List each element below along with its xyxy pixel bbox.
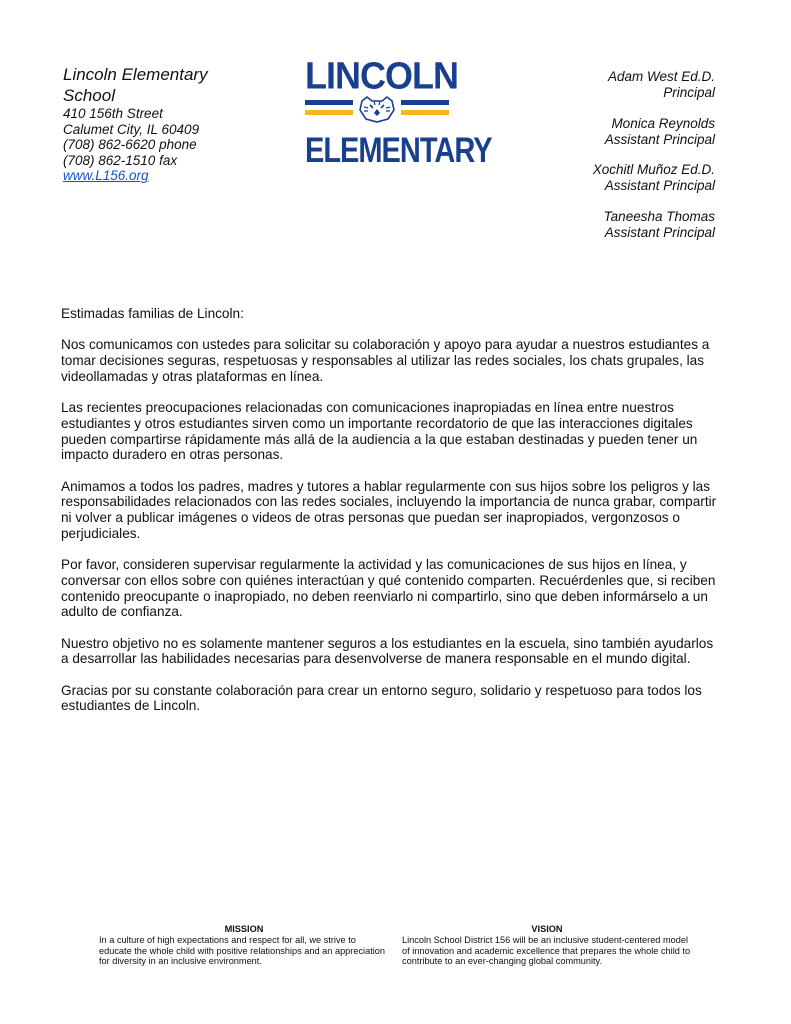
logo-stripe — [305, 100, 353, 105]
school-logo — [305, 53, 492, 171]
logo-stripe — [305, 110, 353, 115]
staff-entry — [593, 116, 715, 148]
staff-entry — [593, 162, 715, 194]
staff-title: Assistant Principal — [604, 224, 715, 240]
school-info — [63, 64, 263, 184]
logo-stripe — [401, 110, 449, 115]
fax-number: (708) 862-1510 fax — [63, 152, 178, 168]
mission-title: MISSION — [224, 924, 264, 934]
tiger-head-icon — [358, 95, 396, 123]
staff-name: Xochitl Muñoz Ed.D. — [592, 162, 715, 177]
letter-body — [61, 306, 721, 730]
staff-entry — [593, 69, 715, 101]
staff-list — [593, 69, 715, 255]
logo-top-word: LINCOLN — [305, 53, 458, 97]
logo-bottom-word: ELEMENTARY — [305, 131, 492, 171]
staff-title: Principal — [663, 85, 715, 100]
website-link[interactable]: www.L156.org — [63, 168, 149, 184]
staff-name: Taneesha Thomas — [603, 208, 715, 224]
vision-statement — [402, 924, 692, 967]
staff-name: Adam West Ed.D. — [607, 69, 715, 84]
vision-text: Lincoln School District 156 will be an inclusive student-centered model of innovation and academic excellence that prepares the whole child to contribute to an ever-changing global community. — [402, 934, 691, 967]
school-name: Lincoln Elementary School — [63, 65, 208, 105]
letter-paragraph: Nos comunicamos con ustedes para solicitar su colaboración y apoyo para ayudar a nuestros estudiantes a tomar decisiones seguras, respetuosas y responsables al utilizar las redes sociales, los chats grupales, las videollamadas y otras plataformas en línea. — [61, 337, 710, 384]
mission-statement — [99, 924, 389, 967]
letter-paragraph: Las recientes preocupaciones relacionadas con comunicaciones inapropiadas en línea entre nuestros estudiantes y otros estudiantes sirven como un importante recordatorio de que las interacciones digitales pueden compartirse rápidamente más allá de la audiencia a la que estaban destinadas y pueden tener un impacto duradero en otras personas. — [61, 400, 698, 463]
mission-text: In a culture of high expectations and respect for all, we strive to educate the whole child with positive relationships and an appreciation for diversity in an inclusive environment. — [99, 934, 386, 967]
address-street: 410 156th Street — [63, 106, 163, 121]
staff-title: Assistant Principal — [604, 131, 715, 147]
staff-entry — [593, 209, 715, 241]
letter-greeting: Estimadas familias de Lincoln: — [61, 306, 244, 321]
staff-title: Assistant Principal — [604, 178, 715, 193]
letter-paragraph: Por favor, consideren supervisar regularmente la actividad y las comunicaciones de sus hijos en línea, y conversar con ellos sobre con quiénes interactúan y qué contenido comparten. Recuérdenles que, si reciben contenido preocupante o inapropiado, no deben reenviarlo ni compartirlo, sino que deben informárselo a un adulto de confianza. — [61, 557, 716, 620]
letter-paragraph: Gracias por su constante colaboración para crear un entorno seguro, solidario y respetuoso para todos los estudiantes de Lincoln. — [61, 682, 702, 714]
address-city: Calumet City, IL 60409 — [63, 121, 200, 137]
staff-name: Monica Reynolds — [611, 115, 715, 131]
letter-paragraph: Animamos a todos los padres, madres y tutores a hablar regularmente con sus hijos sobre los peligros y las responsabilidades relacionados con las redes sociales, incluyendo la importancia de nunca grabar, compartir ni volver a publicar imágenes o videos de otras personas que puedan ser inapropiados, vergonzosos o perjudiciales. — [61, 478, 717, 541]
logo-stripe — [401, 100, 449, 105]
letter-paragraph: Nuestro objetivo no es solamente mantener seguros a los estudiantes en la escuela, sino también ayudarlos a desarrollar las habilidades necesarias para desenvolverse de manera responsable en el mundo digital. — [61, 635, 714, 667]
phone-number: (708) 862-6620 phone — [63, 137, 197, 153]
vision-title: VISION — [531, 924, 563, 934]
